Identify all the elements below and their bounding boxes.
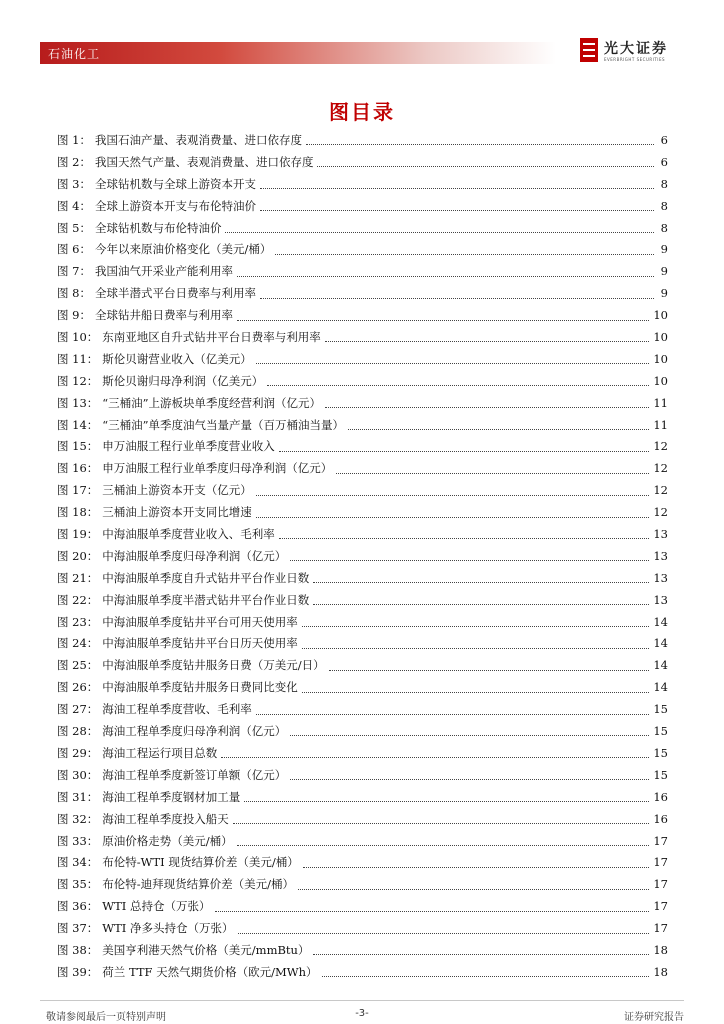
toc-dot-leader [329, 670, 650, 671]
toc-figure-title: 全球钻机数与布伦特油价 [94, 220, 222, 235]
toc-figure-title: 斯伦贝谢归母净利润（亿美元） [102, 373, 264, 388]
toc-figure-title: 全球钻机数与全球上游资本开支 [94, 176, 256, 191]
toc-entry[interactable] [57, 239, 668, 261]
footer-doc-type: 证券研究报告 [624, 1012, 684, 1023]
toc-figure-number: 图 25： [57, 658, 99, 673]
toc-figure-title: 海油工程运行项目总数 [102, 745, 218, 760]
toc-figure-title: 荷兰 TTF 天然气期货价格（欧元/MWh） [102, 964, 318, 979]
toc-figure-title: 申万油服工程行业单季度归母净利润（亿元） [102, 461, 333, 476]
toc-entry[interactable] [57, 787, 668, 809]
toc-dot-leader [244, 801, 649, 802]
toc-figure-number: 图 8： [57, 286, 91, 301]
toc-page-number: 12 [653, 483, 668, 498]
toc-page-number: 10 [653, 373, 668, 388]
toc-figure-title: 斯伦贝谢营业收入（亿美元） [102, 351, 252, 366]
toc-entry[interactable] [57, 918, 668, 940]
figure-toc [57, 130, 668, 984]
toc-entry[interactable] [57, 633, 668, 655]
toc-entry[interactable] [57, 612, 668, 634]
toc-entry[interactable] [57, 283, 668, 305]
toc-figure-number: 图 3： [57, 176, 91, 191]
toc-entry[interactable] [57, 305, 668, 327]
header-band [40, 42, 556, 64]
toc-page-number: 8 [660, 220, 668, 235]
toc-page-number: 17 [653, 833, 668, 848]
toc-page-number: 12 [653, 439, 668, 454]
toc-figure-number: 图 27： [57, 702, 99, 717]
toc-figure-title: 我国石油产量、表观消费量、进口依存度 [94, 133, 302, 147]
toc-entry[interactable] [57, 458, 668, 480]
toc-figure-number: 图 18： [57, 505, 99, 520]
toc-page-number: 17 [653, 899, 668, 914]
toc-page-number: 8 [660, 198, 668, 213]
toc-figure-number: 图 11： [57, 351, 99, 366]
toc-page-number: 13 [653, 592, 668, 607]
toc-figure-number: 图 7： [57, 264, 91, 279]
toc-entry[interactable] [57, 896, 668, 918]
toc-figure-title: 中海油服单季度钻井平台可用天使用率 [102, 614, 298, 629]
toc-figure-number: 图 16： [57, 461, 99, 476]
toc-dot-leader [256, 363, 650, 364]
toc-figure-number: 图 13： [57, 395, 99, 410]
toc-figure-title: 中海油服单季度自升式钻井平台作业日数 [102, 570, 310, 585]
toc-dot-leader [233, 823, 650, 824]
toc-dot-leader [298, 889, 649, 890]
toc-entry[interactable] [57, 502, 668, 524]
toc-dot-leader [313, 604, 649, 605]
footer-disclaimer: 敬请参阅最后一页特别声明 [46, 1012, 166, 1023]
toc-figure-number: 图 17： [57, 483, 99, 498]
toc-entry[interactable] [57, 962, 668, 984]
toc-page-number: 14 [653, 680, 668, 695]
toc-page-number: 14 [653, 614, 668, 629]
toc-dot-leader [302, 648, 650, 649]
toc-figure-number: 图 6： [57, 242, 91, 257]
toc-entry[interactable] [57, 831, 668, 853]
toc-entry[interactable] [57, 655, 668, 677]
toc-page-number: 18 [653, 942, 668, 957]
footer-page-number: -3- [355, 1008, 369, 1019]
toc-entry[interactable] [57, 743, 668, 765]
toc-dot-leader [302, 692, 650, 693]
toc-entry[interactable] [57, 415, 668, 437]
toc-entry[interactable] [57, 371, 668, 393]
toc-dot-leader [260, 210, 654, 211]
toc-entry[interactable] [57, 174, 668, 196]
toc-dot-leader [290, 560, 649, 561]
toc-figure-title: 美国亨利港天然气价格（美元/mmBtu） [102, 942, 310, 957]
toc-figure-number: 图 10： [57, 330, 99, 345]
toc-entry[interactable] [57, 393, 668, 415]
toc-page-number: 14 [653, 636, 668, 651]
toc-dot-leader [336, 473, 649, 474]
toc-dot-leader [215, 911, 650, 912]
toc-dot-leader [237, 845, 650, 846]
toc-entry[interactable] [57, 852, 668, 874]
toc-dot-leader [302, 626, 650, 627]
toc-dot-leader [279, 451, 650, 452]
toc-dot-leader [237, 320, 649, 321]
toc-figure-number: 图 9： [57, 308, 91, 323]
toc-figure-title: 海油工程单季度钢材加工量 [102, 789, 241, 804]
toc-entry[interactable] [57, 721, 668, 743]
toc-dot-leader [267, 385, 649, 386]
toc-page-number: 13 [653, 527, 668, 542]
toc-figure-title: 海油工程单季度营收、毛利率 [102, 702, 252, 717]
toc-entry[interactable] [57, 940, 668, 962]
toc-entry[interactable] [57, 480, 668, 502]
toc-entry[interactable] [57, 590, 668, 612]
toc-dot-leader [325, 341, 650, 342]
toc-figure-title: “三桶油”上游板块单季度经营利润（亿元） [102, 395, 322, 410]
toc-dot-leader [325, 407, 649, 408]
toc-entry[interactable] [57, 699, 668, 721]
toc-figure-number: 图 24： [57, 636, 99, 651]
toc-entry[interactable] [57, 261, 668, 283]
toc-page-number: 17 [653, 921, 668, 936]
toc-figure-title: 中海油服单季度营业收入、毛利率 [102, 527, 275, 542]
toc-figure-title: 中海油服单季度钻井平台日历天使用率 [102, 636, 298, 651]
toc-page-number: 14 [653, 658, 668, 673]
logo-text: 光大证券 [604, 41, 668, 57]
toc-figure-number: 图 15： [57, 439, 99, 454]
toc-figure-title: 海油工程单季度归母净利润（亿元） [102, 724, 287, 739]
toc-page-number: 6 [660, 154, 668, 169]
toc-figure-title: 中海油服单季度钻井服务日费（万美元/日） [102, 658, 325, 673]
toc-figure-title: WTI 净多头持仓（万张） [102, 921, 234, 936]
section-label: 石油化工 [48, 47, 101, 61]
toc-dot-leader [225, 232, 654, 233]
toc-dot-leader [238, 933, 650, 934]
toc-dot-leader [275, 254, 654, 255]
toc-dot-leader [313, 954, 649, 955]
brand-logo [580, 36, 690, 66]
toc-dot-leader [256, 495, 650, 496]
toc-figure-number: 图 35： [57, 877, 99, 892]
toc-entry[interactable] [57, 677, 668, 699]
toc-page-number: 18 [653, 964, 668, 979]
toc-figure-number: 图 39： [57, 964, 99, 979]
toc-figure-number: 图 34： [57, 855, 99, 870]
toc-page-number: 11 [653, 395, 668, 410]
logo-icon [580, 38, 598, 62]
toc-dot-leader [237, 276, 654, 277]
toc-page-number: 15 [653, 767, 668, 782]
toc-dot-leader [303, 867, 650, 868]
toc-page-number: 10 [653, 330, 668, 345]
toc-page-number: 16 [653, 811, 668, 826]
toc-figure-number: 图 5： [57, 220, 91, 235]
toc-figure-title: 海油工程单季度新签订单额（亿元） [102, 767, 287, 782]
toc-dot-leader [256, 517, 650, 518]
toc-figure-title: 东南亚地区自升式钻井平台日费率与利用率 [102, 330, 321, 345]
toc-dot-leader [348, 429, 649, 430]
toc-page-number: 15 [653, 724, 668, 739]
toc-page-number: 12 [653, 461, 668, 476]
toc-figure-number: 图 26： [57, 680, 99, 695]
toc-page-number: 9 [660, 242, 668, 257]
toc-page-number: 11 [653, 417, 668, 432]
footer-divider [40, 1000, 684, 1001]
toc-figure-number: 图 21： [57, 570, 99, 585]
toc-page-number: 9 [660, 264, 668, 279]
toc-entry[interactable] [57, 546, 668, 568]
toc-figure-number: 图 12： [57, 373, 99, 388]
toc-page-number: 13 [653, 570, 668, 585]
toc-page-number: 6 [660, 133, 668, 147]
toc-figure-number: 图 1： [57, 133, 91, 147]
toc-figure-number: 图 33： [57, 833, 99, 848]
toc-entry[interactable] [57, 809, 668, 831]
toc-page-number: 15 [653, 702, 668, 717]
toc-dot-leader [260, 188, 654, 189]
toc-entry[interactable] [57, 568, 668, 590]
toc-figure-number: 图 20： [57, 548, 99, 563]
toc-figure-number: 图 38： [57, 942, 99, 957]
toc-figure-number: 图 19： [57, 527, 99, 542]
toc-dot-leader [306, 144, 654, 145]
toc-figure-number: 图 14： [57, 417, 99, 432]
toc-dot-leader [256, 714, 650, 715]
toc-figure-title: 三桶油上游资本开支（亿元） [102, 483, 252, 498]
toc-figure-number: 图 36： [57, 899, 99, 914]
toc-figure-number: 图 2： [57, 154, 91, 169]
toc-page-number: 17 [653, 855, 668, 870]
toc-figure-title: WTI 总持仓（万张） [102, 899, 211, 914]
toc-figure-title: 中海油服单季度半潜式钻井平台作业日数 [102, 592, 310, 607]
toc-page-number: 9 [660, 286, 668, 301]
toc-page-number: 10 [653, 308, 668, 323]
toc-dot-leader [290, 779, 649, 780]
toc-figure-number: 图 29： [57, 745, 99, 760]
toc-figure-title: 全球上游资本开支与布伦特油价 [94, 198, 256, 213]
toc-figure-number: 图 4： [57, 198, 91, 213]
toc-entry[interactable] [57, 218, 668, 240]
toc-entry[interactable] [57, 327, 668, 349]
toc-dot-leader [317, 166, 654, 167]
toc-entry[interactable] [57, 349, 668, 371]
toc-figure-title: 海油工程单季度投入船天 [102, 811, 229, 826]
toc-dot-leader [290, 735, 649, 736]
logo-subtitle: EVERBRIGHT SECURITIES [604, 57, 666, 62]
toc-figure-number: 图 32： [57, 811, 99, 826]
toc-figure-title: 中海油服单季度钻井服务日费同比变化 [102, 680, 298, 695]
toc-dot-leader [313, 582, 649, 583]
toc-page-number: 12 [653, 505, 668, 520]
toc-page-number: 13 [653, 548, 668, 563]
toc-figure-title: 我国油气开采业产能利用率 [94, 264, 233, 279]
toc-figure-title: 原油价格走势（美元/桶） [102, 833, 233, 848]
toc-figure-title: 中海油服单季度归母净利润（亿元） [102, 548, 287, 563]
toc-page-number: 16 [653, 789, 668, 804]
toc-entry[interactable] [57, 130, 668, 152]
toc-entry[interactable] [57, 436, 668, 458]
toc-entry[interactable] [57, 874, 668, 896]
toc-dot-leader [221, 757, 649, 758]
toc-page-number: 15 [653, 745, 668, 760]
toc-dot-leader [279, 538, 650, 539]
toc-entry[interactable] [57, 196, 668, 218]
toc-entry[interactable] [57, 524, 668, 546]
toc-dot-leader [322, 976, 650, 977]
toc-figure-title: “三桶油”单季度油气当量产量（百万桶油当量） [102, 417, 345, 432]
toc-figure-title: 布伦特-迪拜现货结算价差（美元/桶） [102, 877, 295, 892]
toc-figure-number: 图 28： [57, 724, 99, 739]
toc-figure-number: 图 23： [57, 614, 99, 629]
toc-entry[interactable] [57, 765, 668, 787]
toc-figure-number: 图 31： [57, 789, 99, 804]
toc-figure-number: 图 37： [57, 921, 99, 936]
toc-figure-number: 图 30： [57, 767, 99, 782]
toc-figure-title: 三桶油上游资本开支同比增速 [102, 505, 252, 520]
toc-figure-title: 全球半潜式平台日费率与利用率 [94, 286, 256, 301]
toc-entry[interactable] [57, 152, 668, 174]
toc-page-number: 17 [653, 877, 668, 892]
toc-figure-title: 申万油服工程行业单季度营业收入 [102, 439, 275, 454]
toc-figure-number: 图 22： [57, 592, 99, 607]
toc-figure-title: 我国天然气产量、表观消费量、进口依存度 [94, 154, 314, 169]
toc-figure-title: 今年以来原油价格变化（美元/桶） [94, 242, 272, 257]
toc-figure-title: 全球钻井船日费率与利用率 [94, 308, 233, 323]
toc-page-number: 10 [653, 351, 668, 366]
toc-page-number: 8 [660, 176, 668, 191]
toc-dot-leader [260, 298, 654, 299]
page-title: 图目录 [329, 100, 395, 124]
toc-figure-title: 布伦特-WTI 现货结算价差（美元/桶） [102, 855, 299, 870]
